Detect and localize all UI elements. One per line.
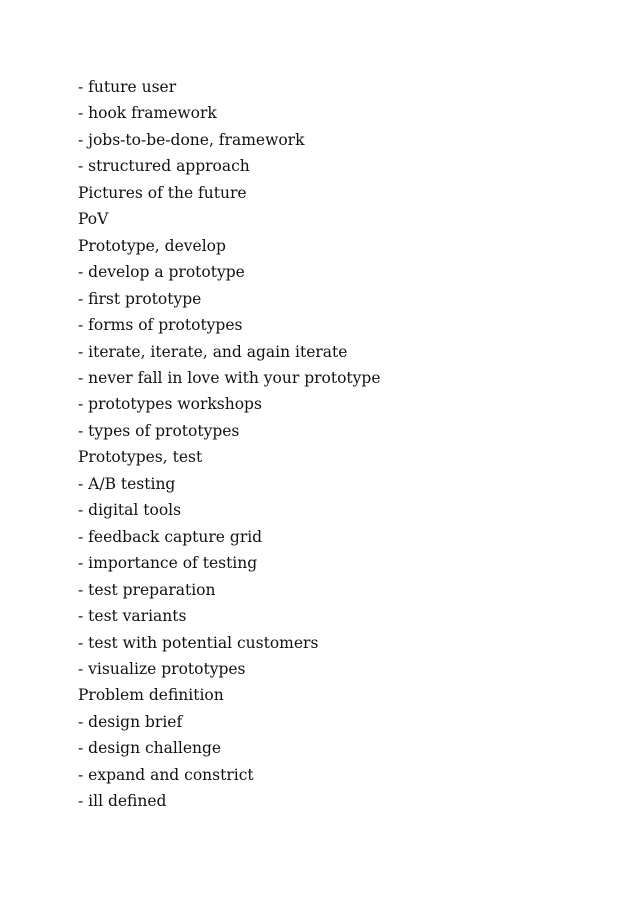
index-entry: - A/B testing (78, 474, 176, 493)
index-entry: - prototypes workshops (78, 395, 262, 414)
index-entry: - expand and constrict (78, 765, 254, 784)
index-entry: - test with potential customers (78, 633, 319, 652)
index-heading: Pictures of the future (78, 183, 247, 202)
index-entry: - jobs-to-be-done, framework (78, 130, 305, 149)
index-entry: - types of prototypes (78, 421, 240, 440)
index-entry: - digital tools (78, 501, 182, 520)
index-entry: - never fall in love with your prototype (78, 368, 381, 387)
index-entry: - future user (78, 78, 177, 96)
index-list (78, 74, 381, 815)
index-entry: - structured approach (78, 157, 250, 176)
index-entry: - develop a prototype (78, 263, 245, 282)
index-entry: - feedback capture grid (78, 527, 263, 546)
index-heading: Prototypes, test (78, 448, 203, 467)
index-heading: Problem definition (78, 686, 224, 705)
index-entry: - hook framework (78, 104, 217, 123)
index-entry: - iterate, iterate, and again iterate (78, 342, 348, 361)
index-entry: - design brief (78, 712, 183, 731)
index-entry: - forms of prototypes (78, 316, 243, 335)
index-entry: - design challenge (78, 739, 222, 758)
index-heading: Prototype, develop (78, 236, 226, 255)
index-heading: PoV (78, 210, 109, 229)
index-entry: - test preparation (78, 580, 216, 599)
index-entry: - test variants (78, 607, 187, 626)
index-entry: - ill defined (78, 792, 167, 811)
index-entry: - importance of testing (78, 554, 258, 573)
index-entry: - first prototype (78, 289, 202, 308)
index-entry: - visualize prototypes (78, 659, 246, 678)
